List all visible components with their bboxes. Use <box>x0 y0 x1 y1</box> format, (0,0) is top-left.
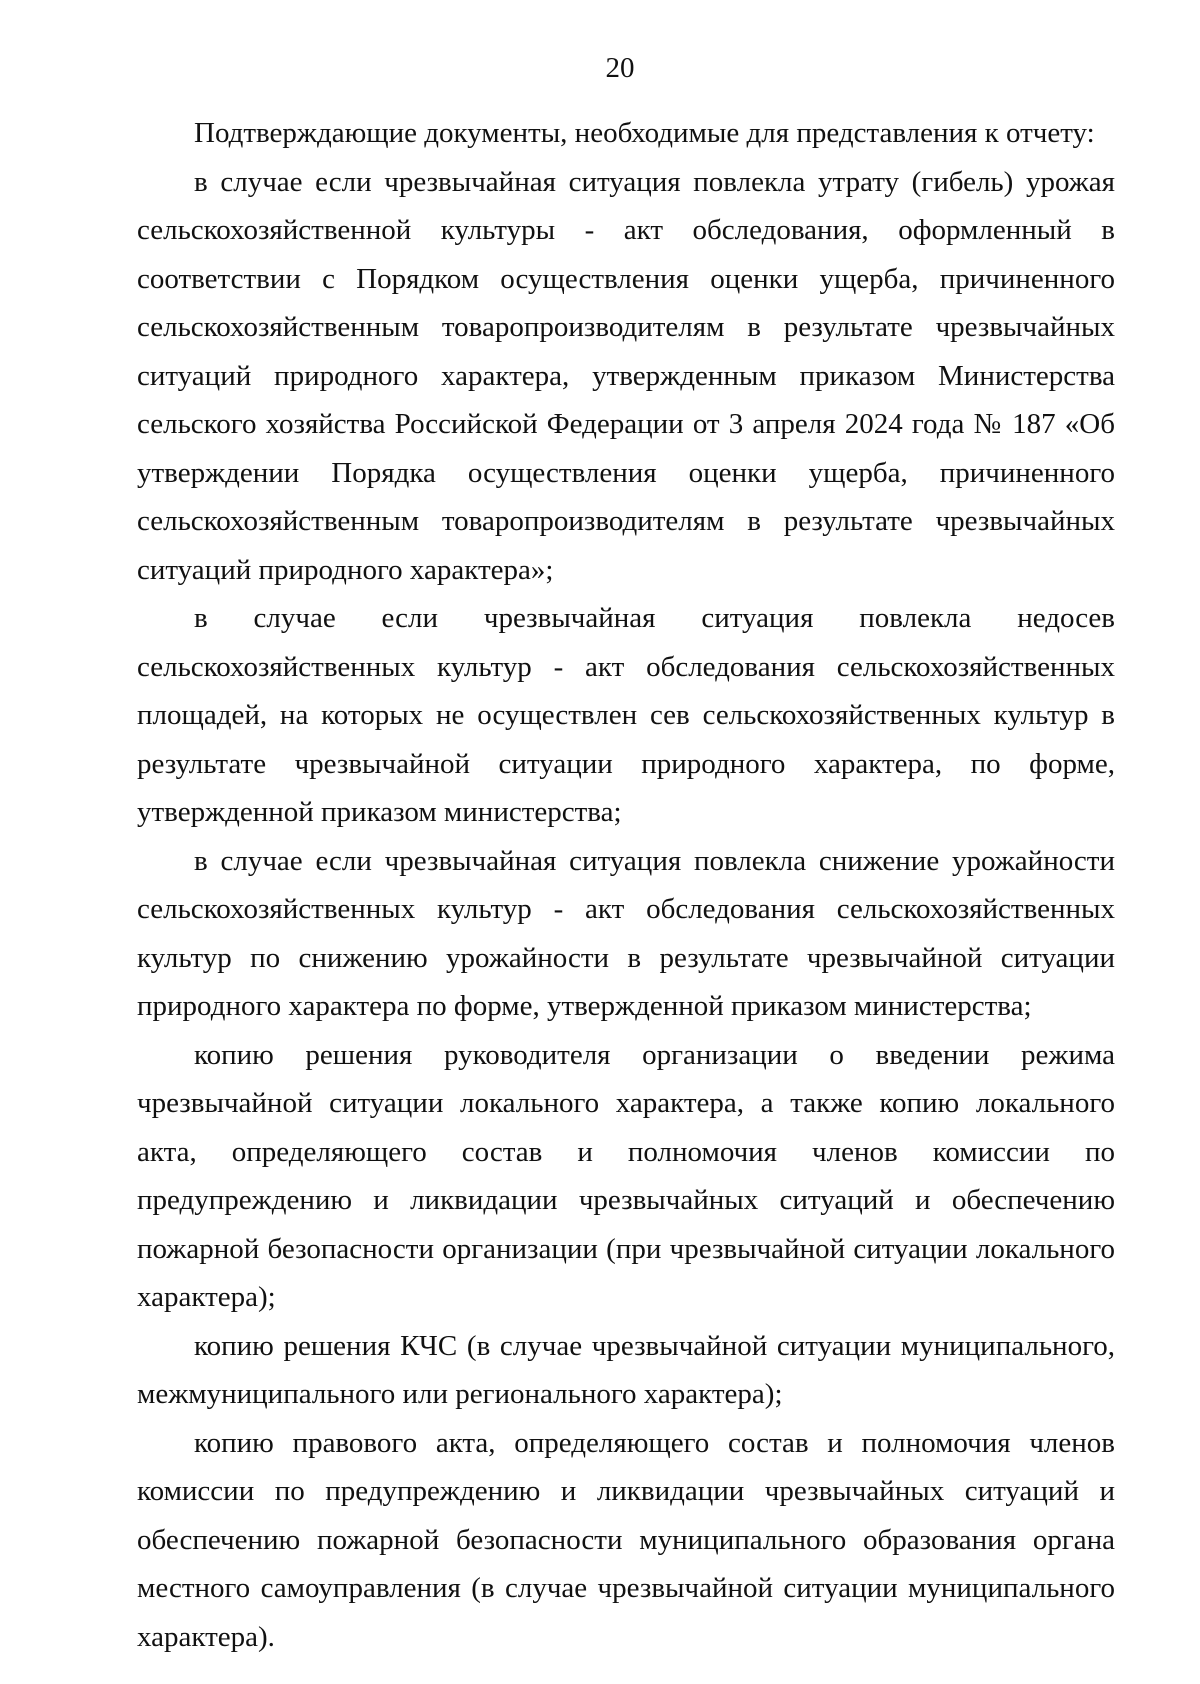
paragraph-yield-reduction: в случае если чрезвычайная ситуация повлекла снижение урожайности сельскохозяйственных культур - акт обследования сельскохозяйственных культур по снижению урожайности в результате чрезвычайной ситуации природного характера по форме, утвержденной приказом министерства; <box>137 844 1115 1022</box>
paragraph-kchs-decision: копию решения КЧС (в случае чрезвычайной ситуации муниципального, межмуниципального или регионального характера); <box>137 1329 1115 1410</box>
document-body <box>137 109 1115 1661</box>
paragraph-local-emergency: копию решения руководителя организации о введении режима чрезвычайной ситуации локального характера, а также копию локального акта, определяющего состав и полномочия членов комиссии по предупреждению и ликвидации чрезвычайных ситуаций и обеспечению пожарной безопасности организации (при чрезвычайной ситуации локального характера); <box>137 1038 1115 1313</box>
paragraph-undersowing: в случае если чрезвычайная ситуация повлекла недосев сельскохозяйственных культур - акт обследования сельскохозяйственных площадей, на которых не осуществлен сев сельскохозяйственных культур в результате чрезвычайной ситуации природного характера, по форме, утвержденной приказом министерства; <box>137 602 1115 828</box>
paragraph-intro: Подтверждающие документы, необходимые для представления к отчету: <box>194 117 1095 149</box>
page-number: 20 <box>605 52 635 84</box>
paragraph-crop-loss: в случае если чрезвычайная ситуация повлекла утрату (гибель) урожая сельскохозяйственной культуры - акт обследования, оформленный в соответствии с Порядком осуществления оценки ущерба, причиненного сельскохозяйственным товаропроизводителям в результате чрезвычайных ситуаций природного характера, утвержденным приказом Министерства сельского хозяйства Российской Федерации от 3 апреля 2024 года № 187 «Об утверждении Порядка осуществления оценки ущерба, причиненного сельскохозяйственным товаропроизводителям в результате чрезвычайных ситуаций природного характера»; <box>137 165 1115 586</box>
paragraph-municipal-act: копию правового акта, определяющего состав и полномочия членов комиссии по предупреждению и ликвидации чрезвычайных ситуаций и обеспечению пожарной безопасности муниципального образования органа местного самоуправления (в случае чрезвычайной ситуации муниципального характера). <box>137 1426 1115 1653</box>
